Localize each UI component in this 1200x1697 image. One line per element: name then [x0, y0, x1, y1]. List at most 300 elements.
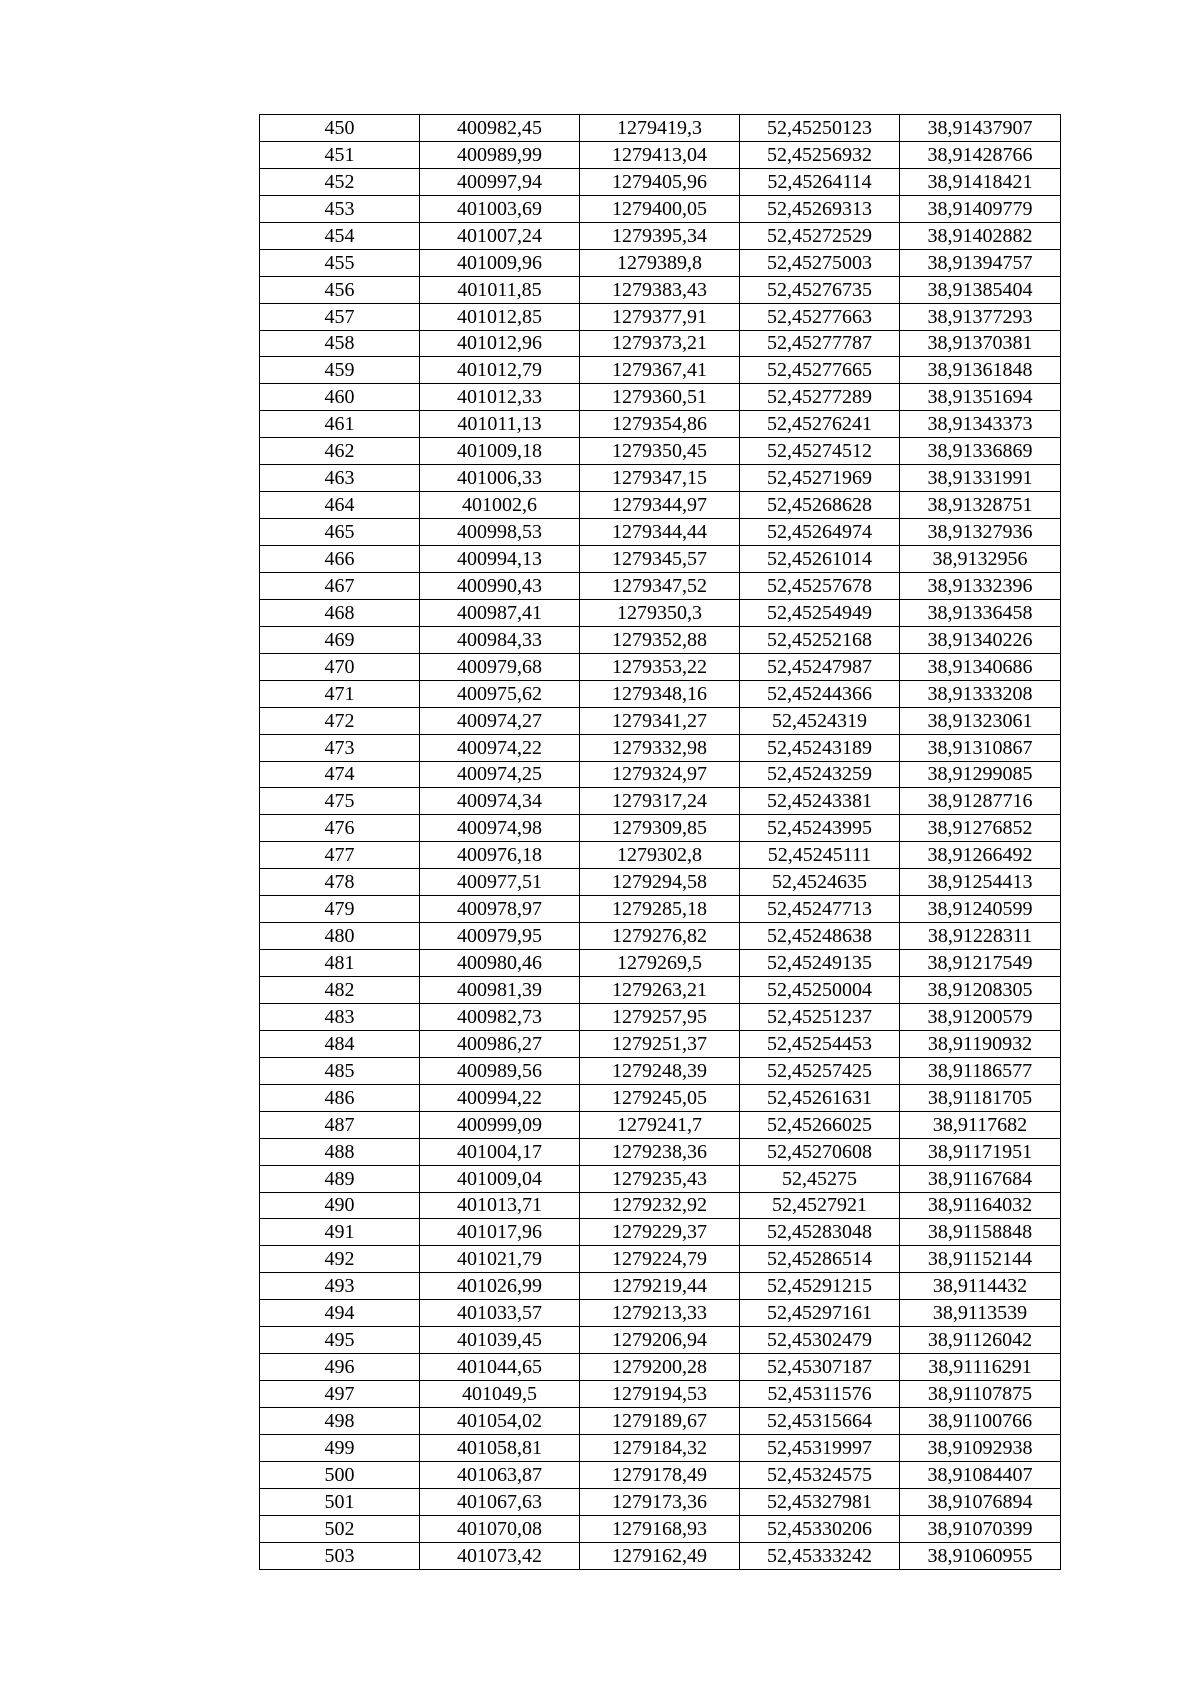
latitude-cell: 52,45256932: [740, 141, 900, 168]
point-number-cell: 462: [260, 438, 420, 465]
longitude-cell: 38,9132956: [900, 546, 1061, 573]
x-coordinate-cell: 400978,97: [420, 896, 580, 923]
longitude-cell: 38,91323061: [900, 707, 1061, 734]
y-coordinate-cell: 1279241,7: [580, 1111, 740, 1138]
point-number-cell: 491: [260, 1219, 420, 1246]
table-row: [260, 1515, 1061, 1542]
longitude-cell: 38,91351694: [900, 384, 1061, 411]
point-number-cell: 457: [260, 303, 420, 330]
table-row: [260, 357, 1061, 384]
point-number-cell: 452: [260, 168, 420, 195]
y-coordinate-cell: 1279383,43: [580, 276, 740, 303]
latitude-cell: 52,45252168: [740, 626, 900, 653]
table-row: [260, 115, 1061, 142]
x-coordinate-cell: 401012,85: [420, 303, 580, 330]
y-coordinate-cell: 1279232,92: [580, 1192, 740, 1219]
y-coordinate-cell: 1279309,85: [580, 815, 740, 842]
x-coordinate-cell: 401009,18: [420, 438, 580, 465]
longitude-cell: 38,91437907: [900, 115, 1061, 142]
point-number-cell: 496: [260, 1354, 420, 1381]
latitude-cell: 52,45245111: [740, 842, 900, 869]
y-coordinate-cell: 1279389,8: [580, 249, 740, 276]
y-coordinate-cell: 1279224,79: [580, 1246, 740, 1273]
point-number-cell: 472: [260, 707, 420, 734]
point-number-cell: 459: [260, 357, 420, 384]
table-row: [260, 195, 1061, 222]
point-number-cell: 454: [260, 222, 420, 249]
longitude-cell: 38,91336869: [900, 438, 1061, 465]
longitude-cell: 38,91200579: [900, 1003, 1061, 1030]
table-row: [260, 1327, 1061, 1354]
longitude-cell: 38,91276852: [900, 815, 1061, 842]
table-row: [260, 222, 1061, 249]
x-coordinate-cell: 401006,33: [420, 465, 580, 492]
latitude-cell: 52,45272529: [740, 222, 900, 249]
y-coordinate-cell: 1279353,22: [580, 653, 740, 680]
table-row: [260, 1192, 1061, 1219]
latitude-cell: 52,45333242: [740, 1542, 900, 1569]
y-coordinate-cell: 1279332,98: [580, 734, 740, 761]
table-row: [260, 1057, 1061, 1084]
point-number-cell: 479: [260, 896, 420, 923]
y-coordinate-cell: 1279235,43: [580, 1165, 740, 1192]
latitude-cell: 52,45269313: [740, 195, 900, 222]
y-coordinate-cell: 1279419,3: [580, 115, 740, 142]
point-number-cell: 483: [260, 1003, 420, 1030]
y-coordinate-cell: 1279238,36: [580, 1138, 740, 1165]
y-coordinate-cell: 1279347,15: [580, 465, 740, 492]
point-number-cell: 474: [260, 761, 420, 788]
table-row: [260, 923, 1061, 950]
longitude-cell: 38,91107875: [900, 1381, 1061, 1408]
latitude-cell: 52,45291215: [740, 1273, 900, 1300]
longitude-cell: 38,91340226: [900, 626, 1061, 653]
table-row: [260, 492, 1061, 519]
x-coordinate-cell: 401044,65: [420, 1354, 580, 1381]
latitude-cell: 52,45243189: [740, 734, 900, 761]
x-coordinate-cell: 401012,33: [420, 384, 580, 411]
longitude-cell: 38,91092938: [900, 1434, 1061, 1461]
table-row: [260, 1300, 1061, 1327]
y-coordinate-cell: 1279347,52: [580, 572, 740, 599]
latitude-cell: 52,45275: [740, 1165, 900, 1192]
longitude-cell: 38,91327936: [900, 519, 1061, 546]
longitude-cell: 38,91152144: [900, 1246, 1061, 1273]
y-coordinate-cell: 1279395,34: [580, 222, 740, 249]
latitude-cell: 52,45277663: [740, 303, 900, 330]
x-coordinate-cell: 400989,56: [420, 1057, 580, 1084]
table-row: [260, 1542, 1061, 1569]
point-number-cell: 488: [260, 1138, 420, 1165]
x-coordinate-cell: 400976,18: [420, 842, 580, 869]
table-row: [260, 546, 1061, 573]
x-coordinate-cell: 401003,69: [420, 195, 580, 222]
latitude-cell: 52,45276735: [740, 276, 900, 303]
latitude-cell: 52,45307187: [740, 1354, 900, 1381]
y-coordinate-cell: 1279178,49: [580, 1461, 740, 1488]
latitude-cell: 52,45254949: [740, 599, 900, 626]
table-row: [260, 1111, 1061, 1138]
longitude-cell: 38,91266492: [900, 842, 1061, 869]
latitude-cell: 52,4527921: [740, 1192, 900, 1219]
latitude-cell: 52,45266025: [740, 1111, 900, 1138]
latitude-cell: 52,45261014: [740, 546, 900, 573]
point-number-cell: 456: [260, 276, 420, 303]
latitude-cell: 52,45243995: [740, 815, 900, 842]
longitude-cell: 38,91228311: [900, 923, 1061, 950]
x-coordinate-cell: 401039,45: [420, 1327, 580, 1354]
y-coordinate-cell: 1279302,8: [580, 842, 740, 869]
x-coordinate-cell: 400987,41: [420, 599, 580, 626]
y-coordinate-cell: 1279248,39: [580, 1057, 740, 1084]
table-row: [260, 303, 1061, 330]
longitude-cell: 38,91116291: [900, 1354, 1061, 1381]
y-coordinate-cell: 1279405,96: [580, 168, 740, 195]
longitude-cell: 38,91164032: [900, 1192, 1061, 1219]
latitude-cell: 52,45330206: [740, 1515, 900, 1542]
point-number-cell: 487: [260, 1111, 420, 1138]
y-coordinate-cell: 1279269,5: [580, 950, 740, 977]
table-row: [260, 707, 1061, 734]
y-coordinate-cell: 1279377,91: [580, 303, 740, 330]
longitude-cell: 38,91310867: [900, 734, 1061, 761]
x-coordinate-cell: 400974,27: [420, 707, 580, 734]
latitude-cell: 52,45283048: [740, 1219, 900, 1246]
point-number-cell: 495: [260, 1327, 420, 1354]
x-coordinate-cell: 401054,02: [420, 1408, 580, 1435]
table-row: [260, 1461, 1061, 1488]
point-number-cell: 481: [260, 950, 420, 977]
latitude-cell: 52,45270608: [740, 1138, 900, 1165]
longitude-cell: 38,91240599: [900, 896, 1061, 923]
table-row: [260, 1273, 1061, 1300]
table-row: [260, 1219, 1061, 1246]
y-coordinate-cell: 1279206,94: [580, 1327, 740, 1354]
x-coordinate-cell: 400979,68: [420, 653, 580, 680]
table-row: [260, 788, 1061, 815]
table-row: [260, 1084, 1061, 1111]
x-coordinate-cell: 400994,22: [420, 1084, 580, 1111]
longitude-cell: 38,91394757: [900, 249, 1061, 276]
latitude-cell: 52,45250004: [740, 977, 900, 1004]
latitude-cell: 52,45247987: [740, 653, 900, 680]
point-number-cell: 494: [260, 1300, 420, 1327]
point-number-cell: 500: [260, 1461, 420, 1488]
point-number-cell: 455: [260, 249, 420, 276]
point-number-cell: 497: [260, 1381, 420, 1408]
x-coordinate-cell: 400990,43: [420, 572, 580, 599]
x-coordinate-cell: 401021,79: [420, 1246, 580, 1273]
latitude-cell: 52,45268628: [740, 492, 900, 519]
latitude-cell: 52,45315664: [740, 1408, 900, 1435]
x-coordinate-cell: 400980,46: [420, 950, 580, 977]
longitude-cell: 38,91254413: [900, 869, 1061, 896]
y-coordinate-cell: 1279263,21: [580, 977, 740, 1004]
x-coordinate-cell: 401049,5: [420, 1381, 580, 1408]
y-coordinate-cell: 1279345,57: [580, 546, 740, 573]
point-number-cell: 466: [260, 546, 420, 573]
point-number-cell: 480: [260, 923, 420, 950]
latitude-cell: 52,45257678: [740, 572, 900, 599]
latitude-cell: 52,45271969: [740, 465, 900, 492]
y-coordinate-cell: 1279257,95: [580, 1003, 740, 1030]
table-row: [260, 815, 1061, 842]
latitude-cell: 52,4524635: [740, 869, 900, 896]
y-coordinate-cell: 1279400,05: [580, 195, 740, 222]
table-row: [260, 384, 1061, 411]
point-number-cell: 470: [260, 653, 420, 680]
x-coordinate-cell: 401017,96: [420, 1219, 580, 1246]
longitude-cell: 38,9114432: [900, 1273, 1061, 1300]
y-coordinate-cell: 1279276,82: [580, 923, 740, 950]
x-coordinate-cell: 401012,96: [420, 330, 580, 357]
y-coordinate-cell: 1279373,21: [580, 330, 740, 357]
point-number-cell: 460: [260, 384, 420, 411]
point-number-cell: 478: [260, 869, 420, 896]
latitude-cell: 52,45297161: [740, 1300, 900, 1327]
longitude-cell: 38,91370381: [900, 330, 1061, 357]
point-number-cell: 465: [260, 519, 420, 546]
x-coordinate-cell: 400974,25: [420, 761, 580, 788]
longitude-cell: 38,91418421: [900, 168, 1061, 195]
latitude-cell: 52,45243381: [740, 788, 900, 815]
table-row: [260, 653, 1061, 680]
y-coordinate-cell: 1279173,36: [580, 1488, 740, 1515]
latitude-cell: 52,45324575: [740, 1461, 900, 1488]
longitude-cell: 38,91299085: [900, 761, 1061, 788]
y-coordinate-cell: 1279341,27: [580, 707, 740, 734]
point-number-cell: 463: [260, 465, 420, 492]
table-row: [260, 842, 1061, 869]
table-row: [260, 1003, 1061, 1030]
latitude-cell: 52,45243259: [740, 761, 900, 788]
point-number-cell: 468: [260, 599, 420, 626]
x-coordinate-cell: 401002,6: [420, 492, 580, 519]
table-row: [260, 438, 1061, 465]
x-coordinate-cell: 401063,87: [420, 1461, 580, 1488]
point-number-cell: 482: [260, 977, 420, 1004]
x-coordinate-cell: 400977,51: [420, 869, 580, 896]
point-number-cell: 458: [260, 330, 420, 357]
latitude-cell: 52,45264974: [740, 519, 900, 546]
x-coordinate-cell: 401058,81: [420, 1434, 580, 1461]
table-row: [260, 249, 1061, 276]
point-number-cell: 476: [260, 815, 420, 842]
y-coordinate-cell: 1279348,16: [580, 680, 740, 707]
x-coordinate-cell: 400997,94: [420, 168, 580, 195]
x-coordinate-cell: 400984,33: [420, 626, 580, 653]
longitude-cell: 38,91328751: [900, 492, 1061, 519]
x-coordinate-cell: 401070,08: [420, 1515, 580, 1542]
y-coordinate-cell: 1279229,37: [580, 1219, 740, 1246]
x-coordinate-cell: 401033,57: [420, 1300, 580, 1327]
coordinates-table-body: [260, 115, 1061, 1570]
longitude-cell: 38,91060955: [900, 1542, 1061, 1569]
y-coordinate-cell: 1279200,28: [580, 1354, 740, 1381]
x-coordinate-cell: 401073,42: [420, 1542, 580, 1569]
latitude-cell: 52,45319997: [740, 1434, 900, 1461]
x-coordinate-cell: 400974,22: [420, 734, 580, 761]
table-row: [260, 1408, 1061, 1435]
point-number-cell: 477: [260, 842, 420, 869]
y-coordinate-cell: 1279294,58: [580, 869, 740, 896]
table-row: [260, 1434, 1061, 1461]
table-row: [260, 626, 1061, 653]
latitude-cell: 52,45247713: [740, 896, 900, 923]
table-row: [260, 680, 1061, 707]
table-row: [260, 761, 1061, 788]
point-number-cell: 503: [260, 1542, 420, 1569]
x-coordinate-cell: 400986,27: [420, 1030, 580, 1057]
x-coordinate-cell: 400998,53: [420, 519, 580, 546]
y-coordinate-cell: 1279360,51: [580, 384, 740, 411]
x-coordinate-cell: 400979,95: [420, 923, 580, 950]
x-coordinate-cell: 401004,17: [420, 1138, 580, 1165]
table-row: [260, 1246, 1061, 1273]
longitude-cell: 38,91070399: [900, 1515, 1061, 1542]
table-row: [260, 141, 1061, 168]
point-number-cell: 464: [260, 492, 420, 519]
point-number-cell: 489: [260, 1165, 420, 1192]
longitude-cell: 38,91385404: [900, 276, 1061, 303]
x-coordinate-cell: 401067,63: [420, 1488, 580, 1515]
latitude-cell: 52,45327981: [740, 1488, 900, 1515]
x-coordinate-cell: 400989,99: [420, 141, 580, 168]
point-number-cell: 469: [260, 626, 420, 653]
table-row: [260, 330, 1061, 357]
x-coordinate-cell: 401011,13: [420, 411, 580, 438]
y-coordinate-cell: 1279354,86: [580, 411, 740, 438]
x-coordinate-cell: 401011,85: [420, 276, 580, 303]
table-row: [260, 734, 1061, 761]
longitude-cell: 38,91158848: [900, 1219, 1061, 1246]
point-number-cell: 492: [260, 1246, 420, 1273]
longitude-cell: 38,91186577: [900, 1057, 1061, 1084]
point-number-cell: 493: [260, 1273, 420, 1300]
longitude-cell: 38,91332396: [900, 572, 1061, 599]
latitude-cell: 52,45275003: [740, 249, 900, 276]
latitude-cell: 52,45311576: [740, 1381, 900, 1408]
table-row: [260, 465, 1061, 492]
table-row: [260, 896, 1061, 923]
y-coordinate-cell: 1279168,93: [580, 1515, 740, 1542]
latitude-cell: 52,45250123: [740, 115, 900, 142]
y-coordinate-cell: 1279189,67: [580, 1408, 740, 1435]
y-coordinate-cell: 1279350,3: [580, 599, 740, 626]
x-coordinate-cell: 400975,62: [420, 680, 580, 707]
point-number-cell: 461: [260, 411, 420, 438]
x-coordinate-cell: 400999,09: [420, 1111, 580, 1138]
longitude-cell: 38,91402882: [900, 222, 1061, 249]
longitude-cell: 38,91190932: [900, 1030, 1061, 1057]
latitude-cell: 52,45286514: [740, 1246, 900, 1273]
y-coordinate-cell: 1279184,32: [580, 1434, 740, 1461]
point-number-cell: 485: [260, 1057, 420, 1084]
point-number-cell: 467: [260, 572, 420, 599]
latitude-cell: 52,45277787: [740, 330, 900, 357]
y-coordinate-cell: 1279350,45: [580, 438, 740, 465]
latitude-cell: 52,45248638: [740, 923, 900, 950]
table-row: [260, 168, 1061, 195]
point-number-cell: 453: [260, 195, 420, 222]
x-coordinate-cell: 400994,13: [420, 546, 580, 573]
point-number-cell: 498: [260, 1408, 420, 1435]
point-number-cell: 475: [260, 788, 420, 815]
latitude-cell: 52,45277665: [740, 357, 900, 384]
y-coordinate-cell: 1279285,18: [580, 896, 740, 923]
longitude-cell: 38,91287716: [900, 788, 1061, 815]
longitude-cell: 38,91336458: [900, 599, 1061, 626]
longitude-cell: 38,91181705: [900, 1084, 1061, 1111]
latitude-cell: 52,45277289: [740, 384, 900, 411]
latitude-cell: 52,45257425: [740, 1057, 900, 1084]
x-coordinate-cell: 400974,98: [420, 815, 580, 842]
longitude-cell: 38,91333208: [900, 680, 1061, 707]
longitude-cell: 38,91126042: [900, 1327, 1061, 1354]
table-row: [260, 950, 1061, 977]
latitude-cell: 52,45244366: [740, 680, 900, 707]
longitude-cell: 38,91343373: [900, 411, 1061, 438]
longitude-cell: 38,91076894: [900, 1488, 1061, 1515]
table-row: [260, 1030, 1061, 1057]
table-row: [260, 519, 1061, 546]
y-coordinate-cell: 1279194,53: [580, 1381, 740, 1408]
table-row: [260, 1138, 1061, 1165]
point-number-cell: 484: [260, 1030, 420, 1057]
latitude-cell: 52,45261631: [740, 1084, 900, 1111]
longitude-cell: 38,9113539: [900, 1300, 1061, 1327]
table-row: [260, 599, 1061, 626]
longitude-cell: 38,91100766: [900, 1408, 1061, 1435]
x-coordinate-cell: 401013,71: [420, 1192, 580, 1219]
y-coordinate-cell: 1279213,33: [580, 1300, 740, 1327]
y-coordinate-cell: 1279367,41: [580, 357, 740, 384]
y-coordinate-cell: 1279352,88: [580, 626, 740, 653]
latitude-cell: 52,45251237: [740, 1003, 900, 1030]
point-number-cell: 451: [260, 141, 420, 168]
x-coordinate-cell: 400982,45: [420, 115, 580, 142]
y-coordinate-cell: 1279219,44: [580, 1273, 740, 1300]
longitude-cell: 38,91167684: [900, 1165, 1061, 1192]
x-coordinate-cell: 401009,04: [420, 1165, 580, 1192]
coordinates-table: [259, 114, 1061, 1570]
longitude-cell: 38,91428766: [900, 141, 1061, 168]
latitude-cell: 52,45264114: [740, 168, 900, 195]
table-row: [260, 1488, 1061, 1515]
x-coordinate-cell: 400982,73: [420, 1003, 580, 1030]
y-coordinate-cell: 1279344,97: [580, 492, 740, 519]
y-coordinate-cell: 1279251,37: [580, 1030, 740, 1057]
longitude-cell: 38,91217549: [900, 950, 1061, 977]
point-number-cell: 490: [260, 1192, 420, 1219]
longitude-cell: 38,91377293: [900, 303, 1061, 330]
longitude-cell: 38,9117682: [900, 1111, 1061, 1138]
table-row: [260, 276, 1061, 303]
x-coordinate-cell: 401012,79: [420, 357, 580, 384]
point-number-cell: 471: [260, 680, 420, 707]
latitude-cell: 52,45274512: [740, 438, 900, 465]
longitude-cell: 38,91208305: [900, 977, 1061, 1004]
longitude-cell: 38,91084407: [900, 1461, 1061, 1488]
latitude-cell: 52,45249135: [740, 950, 900, 977]
x-coordinate-cell: 401026,99: [420, 1273, 580, 1300]
latitude-cell: 52,45302479: [740, 1327, 900, 1354]
longitude-cell: 38,91171951: [900, 1138, 1061, 1165]
y-coordinate-cell: 1279245,05: [580, 1084, 740, 1111]
point-number-cell: 486: [260, 1084, 420, 1111]
y-coordinate-cell: 1279344,44: [580, 519, 740, 546]
y-coordinate-cell: 1279324,97: [580, 761, 740, 788]
